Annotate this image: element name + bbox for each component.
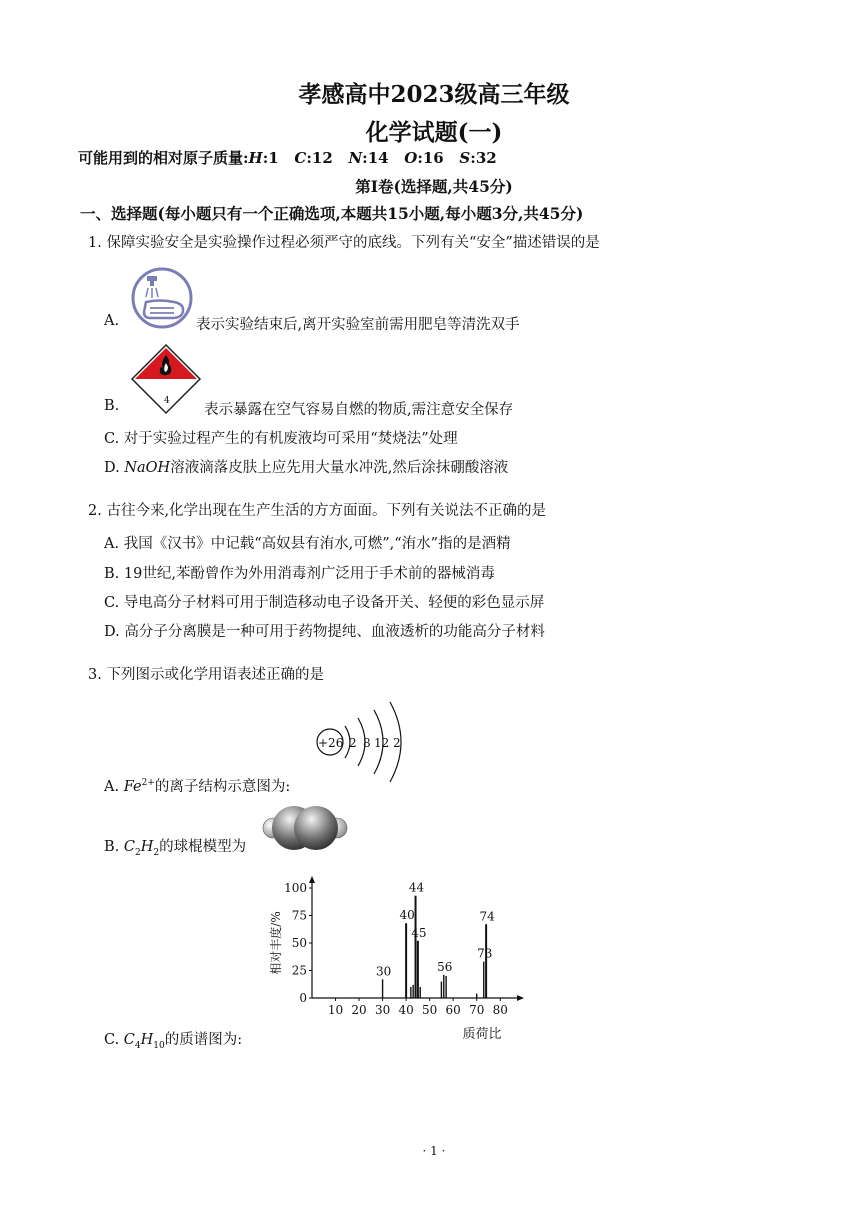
x-tick-label: 50 <box>422 1003 438 1017</box>
mass-value: 12 <box>311 149 333 167</box>
y-axis-label: 相对丰度/% <box>269 911 283 975</box>
formula-naoh: NaOH <box>124 460 171 476</box>
x-tick-label: 80 <box>492 1003 508 1017</box>
x-tick-label: 10 <box>327 1003 344 1017</box>
y-tick-label: 100 <box>284 881 307 895</box>
peak-label: 44 <box>408 880 425 895</box>
formula-subscript: 2 <box>134 847 141 858</box>
option-text: 导电高分子材料可用于制造移动电子设备开关、轻便的彩色显示屏 <box>123 595 545 611</box>
option-text: 我国《汉书》中记载“高奴县有洧水,可燃”,“洧水”指的是酒精 <box>123 536 511 552</box>
mass-value: 1 <box>268 149 279 167</box>
q3-option-a <box>104 775 290 796</box>
option-letter: C. <box>104 1032 120 1048</box>
option-text: 的质谱图为: <box>164 1032 243 1048</box>
y-tick-label: 0 <box>299 991 307 1005</box>
peak-label: 30 <box>375 964 392 979</box>
exam-title: 孝感高中2023级高三年级 <box>298 81 570 108</box>
formula-part: C <box>123 839 135 855</box>
part-title: 一、选择题(每小题只有一个正确选项,本题共15小题,每小题3分,共45分) <box>80 204 584 223</box>
formula-fe: Fe <box>123 779 142 795</box>
formula-subscript: 10 <box>153 1040 165 1051</box>
exam-subtitle: 化学试题(一) <box>365 119 503 146</box>
y-tick-label: 25 <box>291 963 307 978</box>
q1-option-a-letter: A. <box>104 313 120 329</box>
x-tick-label: 40 <box>398 1003 414 1017</box>
option-letter: B. <box>104 566 120 582</box>
x-tick-label: 70 <box>469 1003 485 1017</box>
q2-option-a <box>104 532 511 553</box>
option-text: 高分子分离膜是一种可用于药物提纯、血液透析的功能高分子材料 <box>124 624 545 640</box>
volume-title: 第Ⅰ卷(选择题,共45分) <box>355 177 513 196</box>
mass-spectrum-chart <box>262 868 532 1046</box>
q2-option-d <box>104 620 545 641</box>
option-letter: A. <box>104 779 120 795</box>
q1-option-a-text: 表示实验结束后,离开实验室前需用肥皂等清洗双手 <box>196 317 520 333</box>
mass-value: 16 <box>422 149 444 167</box>
c2h2-space-filling-model <box>262 801 348 857</box>
x-tick-label: 30 <box>374 1003 391 1017</box>
x-tick-label: 20 <box>351 1003 367 1017</box>
hand-washing-icon <box>130 266 194 330</box>
mass-value: 32 <box>475 149 497 167</box>
chart-peak-labels <box>376 881 495 979</box>
peak-label: 73 <box>477 946 493 961</box>
option-text: 的离子结构示意图为: <box>154 779 291 795</box>
peak-label: 56 <box>437 959 453 974</box>
shell-electrons: 2 <box>349 736 357 750</box>
q1-option-d <box>104 456 508 477</box>
mass-element: C <box>294 149 307 167</box>
option-letter: D. <box>104 460 120 476</box>
formula-part: H <box>140 839 154 855</box>
formula-subscript: 2 <box>153 847 160 858</box>
formula-subscript: 4 <box>134 1040 141 1051</box>
q2-option-b <box>104 562 495 583</box>
option-letter: D. <box>104 624 120 640</box>
page-number: · 1 · <box>422 1144 446 1158</box>
hazard-class-number: 4 <box>164 396 170 406</box>
y-tick-label: 50 <box>291 936 307 950</box>
option-letter: C. <box>104 595 120 611</box>
y-axis-arrow <box>309 876 315 883</box>
x-tick-label: 60 <box>445 1003 461 1017</box>
option-text: 的球棍模型为 <box>159 839 247 855</box>
peak-label: 40 <box>399 908 415 923</box>
question-2-stem: 2. 古往今来,化学出现在生产生活的方方面面。下列有关说法不正确的是 <box>88 503 547 519</box>
peak-label: 74 <box>479 909 495 924</box>
question-3-stem: 3. 下列图示或化学用语表述正确的是 <box>88 667 324 683</box>
option-letter: A. <box>104 536 120 552</box>
formula-part: C <box>123 1032 135 1048</box>
chart-ticks <box>284 881 508 1017</box>
flammable-hazard-icon <box>130 343 202 415</box>
formula-charge: 2+ <box>141 778 155 789</box>
option-letter: B. <box>104 839 120 855</box>
q3-option-c <box>104 1028 242 1051</box>
mass-value: 14 <box>367 149 389 167</box>
option-text: 19世纪,苯酚曾作为外用消毒剂广泛用于手术前的器械消毒 <box>123 566 495 582</box>
q3-option-b <box>104 835 246 858</box>
chart-peaks <box>383 896 487 998</box>
q1-option-c <box>104 427 458 448</box>
question-1-stem: 1. 保障实验安全是实验操作过程必须严守的底线。下列有关“安全”描述错误的是 <box>88 235 600 251</box>
q1-option-b-letter: B. <box>104 398 120 414</box>
atomic-masses: 可能用到的相对原子质量:H:1 C:12 N:14 O:16 S:32 <box>78 149 497 167</box>
mass-element: N <box>348 149 363 167</box>
shell-electrons: 12 <box>374 736 390 750</box>
y-tick-label: 75 <box>291 908 307 923</box>
option-letter: C. <box>104 431 120 447</box>
option-text: 对于实验过程产生的有机废液均可采用“焚烧法”处理 <box>123 431 458 447</box>
shell-electrons: 8 <box>363 736 371 750</box>
formula-part: H <box>140 1032 154 1048</box>
nucleus-charge: +26 <box>318 736 344 750</box>
q1-option-b-text: 表示暴露在空气容易自燃的物质,需注意安全保存 <box>204 402 514 418</box>
x-axis-arrow <box>517 995 524 1001</box>
fe-ion-structure-diagram <box>310 694 420 790</box>
peak-label: 45 <box>411 925 427 940</box>
x-axis-label: 质荷比 <box>462 1027 502 1042</box>
q2-option-c <box>104 591 544 612</box>
shell-electrons: 2 <box>393 736 401 750</box>
mass-element: H <box>248 149 263 167</box>
atomic-masses-label: 可能用到的相对原子质量: <box>78 149 249 167</box>
option-text: 溶液滴落皮肤上应先用大量水冲洗,然后涂抹硼酸溶液 <box>170 460 509 476</box>
mass-element: S <box>459 149 471 167</box>
mass-element: O <box>404 149 418 167</box>
